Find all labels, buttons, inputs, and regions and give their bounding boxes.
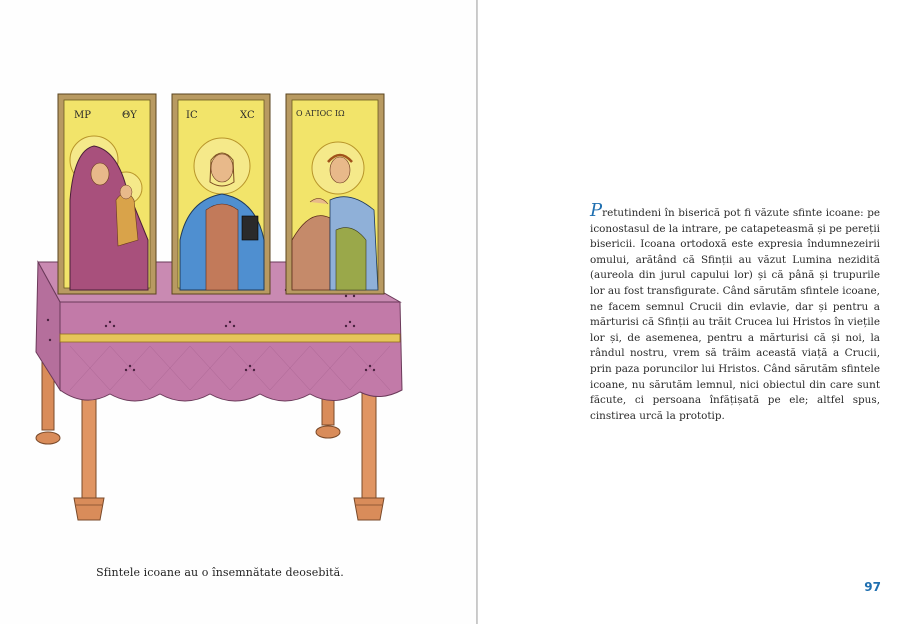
icon-saint-john — [286, 94, 384, 294]
tablecloth-front — [60, 302, 402, 401]
icon-table-illustration — [30, 90, 410, 530]
icon-christ — [172, 94, 270, 294]
svg-text:IC: IC — [186, 110, 198, 121]
svg-text:Ο ΑΓΙΟС ΙΩ: Ο ΑΓΙΟС ΙΩ — [296, 109, 345, 118]
right-page — [478, 0, 914, 624]
svg-text:XC: XC — [240, 110, 255, 121]
icon-theotokos — [58, 94, 156, 294]
illustration-caption: Sfintele icoane au o însemnătate deosebită. — [96, 566, 344, 579]
table-leg-front-left — [82, 390, 96, 500]
svg-text:ΘY: ΘY — [122, 110, 137, 121]
page-number: 97 — [864, 580, 881, 594]
body-paragraph — [590, 200, 880, 424]
table-leg-front-right — [362, 390, 376, 500]
svg-text:MP: MP — [74, 110, 91, 121]
paragraph-text: retutindeni în biserică pot fi văzute sfinte icoane: pe iconostasul de la intrare, pe catapeteasmă și pe pereții bisericii. Icoana ortodoxă este expresia îndumnezeirii omului, arătând că Sfinții au văzut Lumina nezidită (aureola din jurul capului lor) și că până și trupurile lor au fost transfigurate. Când sărutăm sfintele icoane, ne facem semnul Crucii din evlavie, dar și pentru a mărturisi că Sfinții au trăit Crucea lui Hristos în viețile lor și, de asemenea, pentru a mărturisi că și noi, la rândul nostru, vrem să trăim această viață a Crucii, prin paza poruncilor lui Hristos. Când sărutăm sfintele icoane, nu sărutăm lemnul, nici obiectul din care sunt făcute, ci persoana înfățișată pe ele; altfel spus, cinstirea urcă la prototip. — [590, 207, 880, 422]
drop-cap: P — [590, 200, 603, 221]
